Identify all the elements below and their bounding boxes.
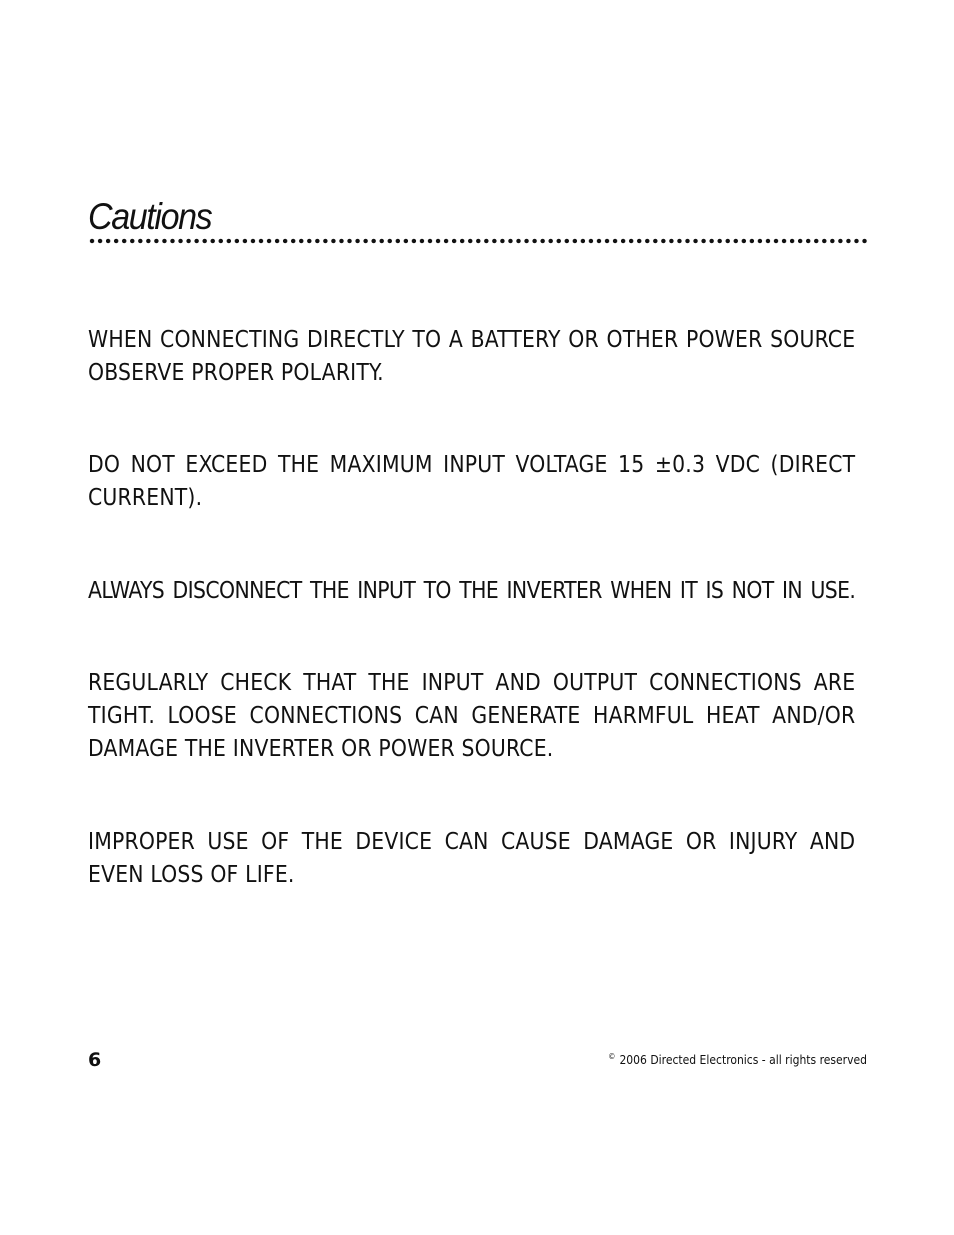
copyright-symbol: © xyxy=(608,1052,616,1061)
page-title: Cautions xyxy=(88,196,212,237)
page-number: 6 xyxy=(88,1049,102,1071)
copyright-text: 2006 Directed Electronics - all rights reserved xyxy=(619,1053,867,1067)
dotted-divider xyxy=(88,238,868,244)
caution-max-voltage: DO NOT EXCEED THE MAXIMUM INPUT VOLTAGE 15 ±0.3 VDC (DIRECT CURRENT). xyxy=(88,452,856,511)
caution-polarity: WHEN CONNECTING DIRECTLY TO A BATTERY OR OTHER POWER SOURCE OBSERVE PROPER POLARITY. xyxy=(88,327,856,386)
caution-disconnect-input: ALWAYS DISCONNECT THE INPUT TO THE INVERTER WHEN IT IS NOT IN USE. xyxy=(88,578,856,604)
copyright-notice xyxy=(608,1049,867,1068)
caution-check-connections: REGULARLY CHECK THAT THE INPUT AND OUTPUT CONNECTIONS ARE TIGHT. LOOSE CONNECTIONS CAN GENERATE HARMFUL HEAT AND/OR DAMAGE THE INVERTER OR POWER SOURCE. xyxy=(88,670,856,762)
caution-improper-use: IMPROPER USE OF THE DEVICE CAN CAUSE DAMAGE OR INJURY AND EVEN LOSS OF LIFE. xyxy=(88,829,856,888)
